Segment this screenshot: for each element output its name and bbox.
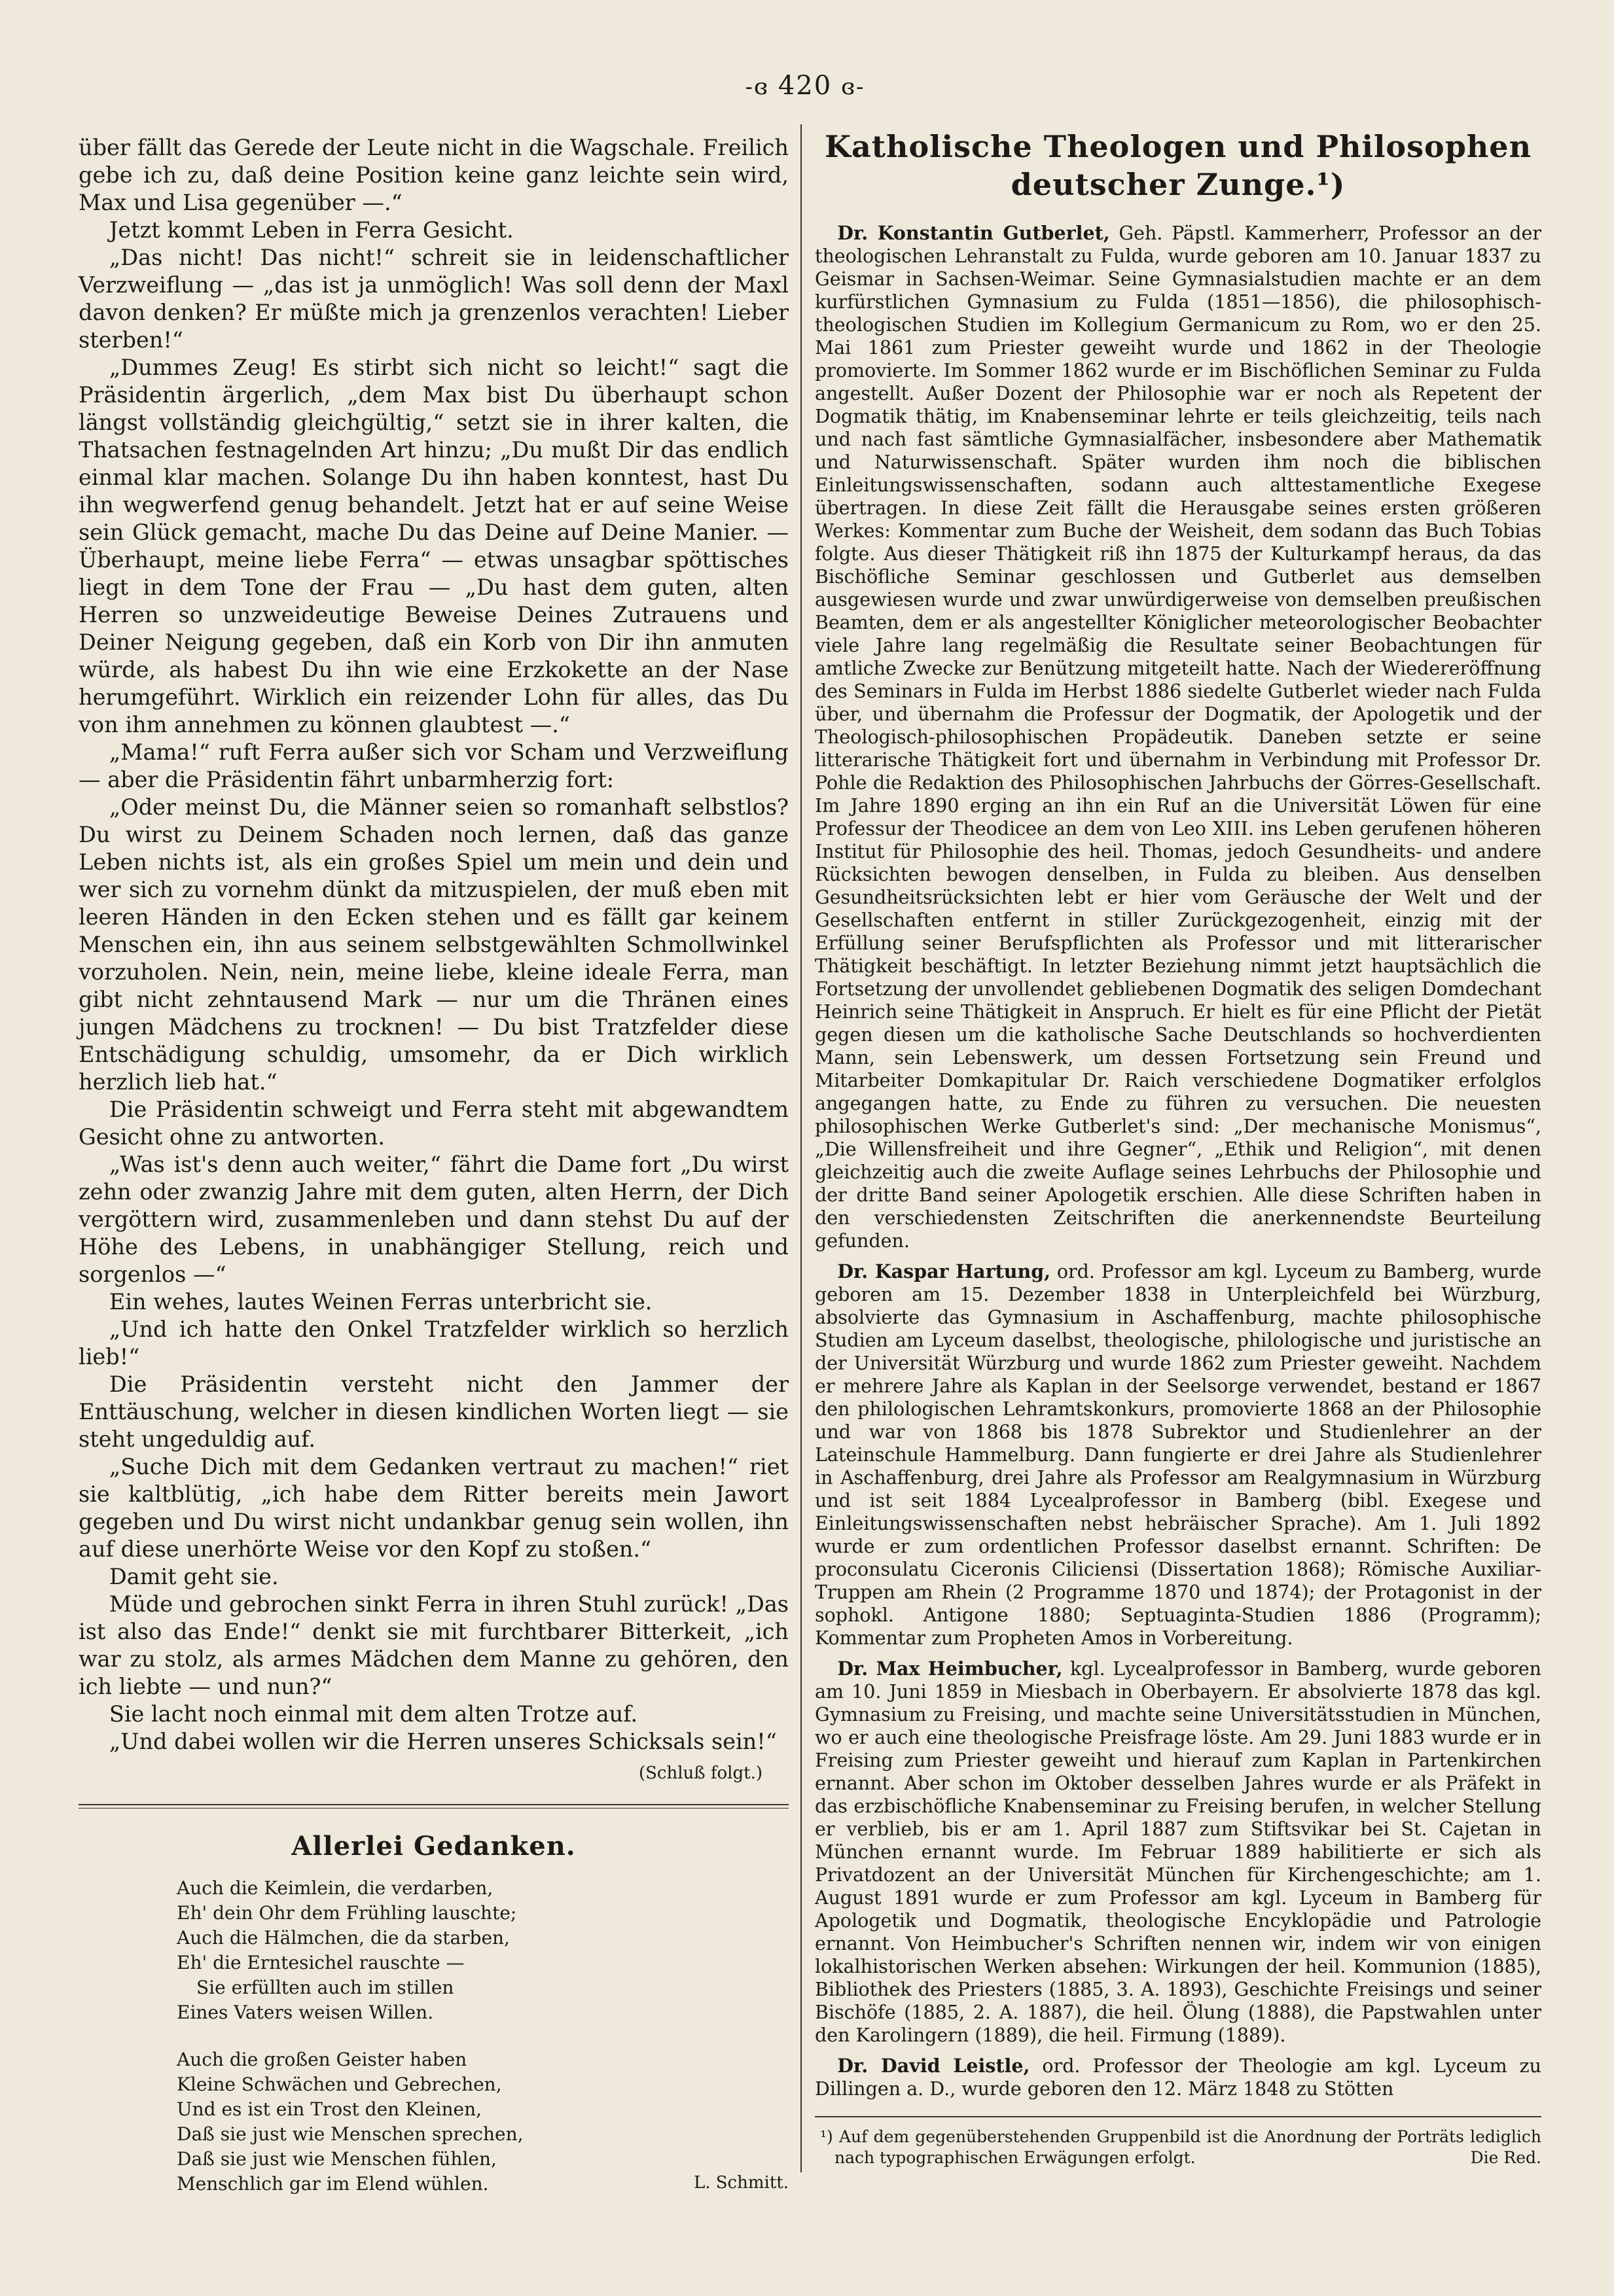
biography-text: ord. Professor am kgl. Lyceum zu Bamberg, wurde geboren am 15. Dezember 1838 in Unterpleichfeld bei Würzburg, absolvierte das Gymnasium in Aschaffenburg, machte philosophische Studien am Lyceum daselbst, theologische, philologische und juristische an der Universität Würzburg und wurde 1862 zum Priester geweiht. Nachdem er mehrere Jahre als Kaplan in der Seelsorge verwendet, bestand er 1867 den philologischen Lehramtskonkurs, promovierte 1868 an der Philosophie und war von 1868 bis 1878 Subrektor und Studienlehrer an der Lateinschule Hammelburg. Dann fungierte er drei Jahre als Studienlehrer in Aschaffenburg, drei Jahre als Professor am Realgymnasium in Würzburg und ist seit 1884 Lycealprofessor in Bamberg (bibl. Exegese und Einleitungswissenschaften nebst hebräischer Sprache). Am 1. Juli 1892 wurde er zum ordentlichen Professor daselbst ernannt. Schriften: De proconsulatu Ciceronis Ciliciensi (Dissertation 1868); Römische Auxiliar-Truppen am Rhein (2 Programme 1870 und 1874); der Protagonist in der sophokl. Antigone 1880; Septuaginta-Studien 1886 (Programm); Kommentar zum Propheten Amos in Vorbereitung. [815, 1261, 1541, 1649]
story-paragraph: „Und dabei wollen wir die Herren unseres Schicksals sein!“ [109, 1729, 777, 1754]
story-paragraph: Die Präsidentin versteht nicht den Jammer der Enttäuschung, welcher in diesen kindlichen Worten liegt — sie steht ungeduldig auf. [79, 1371, 789, 1452]
poem-line: Auch die Hälmchen, die da starben, [177, 1927, 510, 1949]
story-paragraph: Müde und gebrochen sinkt Ferra in ihren Stuhl zurück! „Das ist also das Ende!“ denkt sie mit furchtbarer Bitterkeit, „ich war zu stolz, als armes Mädchen dem Manne zu gehören, den ich liebte — und nun?“ [79, 1591, 789, 1699]
biography-entry [815, 222, 1541, 1252]
story-paragraph: „Was ist's denn auch weiter,“ fährt die Dame fort „Du wirst zehn oder zwanzig Jahre mit dem guten, alten Herrn, der Dich vergöttern wird, zusammenleben und dann stehst Du auf der Höhe des Lebens, in unabhängiger Stellung, reich und sorgenlos —“ [79, 1152, 789, 1287]
poem-author: L. Schmitt. [693, 2173, 789, 2193]
biography-text: Geh. Päpstl. Kammerherr, Professor an der theologischen Lehranstalt zu Fulda, wurde geboren am 10. Januar 1837 zu Geismar in Sachsen-Weimar. Seine Gymnasialstudien machte er an dem kurfürstlichen Gymnasium zu Fulda (1851—1856), die philosophisch-theologischen Studien im Kollegium Germanicum zu Rom, wo er den 25. Mai 1861 zum Priester geweiht wurde und 1862 in der Theologie promovierte. Im Sommer 1862 wurde er im Bischöflichen Seminar zu Fulda angestellt. Außer Dozent der Philosophie war er noch als Repetent der Dogmatik thätig, im Knabenseminar lehrte er teils gleichzeitig, teils nach und nach fast sämtliche Gymnasialfächer, insbesondere aber Mathematik und Naturwissenschaft. Später wurden ihm noch die biblischen Einleitungswissenschaften, sodann auch alttestamentliche Exegese übertragen. In diese Zeit fällt die Herausgabe seines ersten größeren Werkes: Kommentar zum Buche der Weisheit, dem sodann das Buch Tobias folgte. Aus dieser Thätigkeit riß ihn 1875 der Kulturkampf heraus, da das Bischöfliche Seminar geschlossen und Gutberlet aus demselben ausgewiesen wurde und zwar unwürdigerweise von demselben preußischen Beamten, dem er als angestellter Königlicher meteorologischer Beobachter viele Jahre lang regelmäßig die Resultate seiner Beobachtungen für amtliche Zwecke zur Benützung mitgeteilt hatte. Nach der Wiedereröffnung des Seminars in Fulda im Herbst 1886 siedelte Gutberlet wieder nach Fulda über, und übernahm die Professur der Dogmatik, der Apologetik und der Theologisch-philosophischen Propädeutik. Daneben setzte er seine litterarische Thätigkeit fort und übernahm in Verbindung mit Professor Dr. Pohle die Redaktion des Philosophischen Jahrbuchs der Görres-Gesellschaft. Im Jahre 1890 erging an ihn ein Ruf an die Universität Löwen für eine Professur der Theodicee an dem von Leo XIII. ins Leben gerufenen höheren Institut für Philosophie des heil. Thomas, jedoch Gesundheits- und andere Rücksichten bewogen denselben, in Fulda zu bleiben. Aus denselben Gesundheitsrücksichten lebt er hier vom Geräusche der Welt und der Gesellschaften entfernt in stiller Zurückgezogenheit, einzig mit der Erfüllung seiner Berufspflichten als Professor und mit litterarischer Thätigkeit beschäftigt. In letzter Beziehung nimmt jetzt hauptsächlich die Fortsetzung der unvollendet gebliebenen Dogmatik des seligen Domdechant Heinrich seine Thätigkeit in Anspruch. Er hielt es für eine Pflicht der Pietät gegen diesen um die katholische Sache Deutschlands so hochverdienten Mann, sein Lebenswerk, um dessen Fortsetzung sein Freund und Mitarbeiter Domkapitular Dr. Raich verschiedene Dogmatiker erfolglos angegangen hatte, zu Ende zu führen zu versuchen. Die neuesten philosophischen Werke Gutberlet's sind: „Der mechanische Monismus“, „Die Willensfreiheit und ihre Gegner“, „Ethik und Religion“, mit denen gleichzeitig auch die zweite Auflage seines Lehrbuchs der Philosophie und der dritte Band seiner Apologetik erschien. Alle diese Schriften haben in den verschiedensten Zeitschriften die anerkennendste Beurteilung gefunden. [815, 222, 1541, 1252]
page-number: 420 [778, 71, 833, 101]
story-paragraph: „Das nicht! Das nicht!“ schreit sie in leidenschaftlicher Verzweiflung — „das ist ja unmöglich! Was soll denn der Maxl davon denken? Er müßte mich ja grenzenlos verachten! Lieber sterben!“ [79, 245, 789, 353]
poem-line: Und es ist ein Trost den Kleinen, [177, 2098, 482, 2120]
biography-name: Dr. Konstantin Gutberlet, [837, 222, 1110, 244]
story-paragraph: „Und ich hatte den Onkel Tratzfelder wirklich so herzlich lieb!“ [79, 1316, 789, 1369]
footnote-text: ¹) Auf dem gegenüberstehenden Gruppenbild ist die Anordnung der Porträts lediglich nach typographischen Erwägungen erfolgt. [820, 2127, 1541, 2167]
poem-stanza [177, 1876, 789, 2025]
biography-text: ord. Professor der Theologie am kgl. Lyceum zu Dillingen a. D., wurde geboren den 12. März 1848 zu Stötten [815, 2055, 1542, 2100]
story-paragraph: „Suche Dich mit dem Gedanken vertraut zu machen!“ riet sie kaltblütig, „ich habe dem Ritter bereits mein Jawort gegeben und Du wirst nicht undankbar genug sein wollen, ihn auf diese unerhörte Weise vor den Kopf zu stoßen.“ [79, 1454, 789, 1562]
section-divider [79, 1804, 789, 1809]
poem-title: Allerlei Gedanken. [291, 1831, 576, 1862]
left-column [79, 134, 789, 2193]
poem-line: Auch die großen Geister haben [177, 2049, 467, 2070]
footnote-rule [815, 2116, 1541, 2117]
story-paragraph: über fällt das Gerede der Leute nicht in die Wagschale. Freilich gebe ich zu, daß deine Position keine ganz leichte sein wird, Max und Lisa gegenüber —.“ [79, 135, 789, 215]
story-paragraph: Sie lacht noch einmal mit dem alten Trotze auf. [109, 1701, 638, 1727]
biography-entry [815, 1657, 1541, 2047]
story-paragraph: Jetzt kommt Leben in Ferra Gesicht. [109, 217, 514, 243]
biography-entry [815, 1260, 1541, 1650]
ornament-right-icon: ɞ- [841, 74, 865, 100]
story-paragraph: „Dummes Zeug! Es stirbt sich nicht so leicht!“ sagt die Präsidentin ärgerlich, „dem Max bist Du überhaupt schon längst vollständig gleichgültig,“ setzt sie in ihrer kalten, die Thatsachen festnagelnden Art hinzu; „Du mußt Dir das endlich einmal klar machen. Solange Du ihn haben konntest, hast Du ihn wegwerfend genug behandelt. Jetzt hat er auf seine Weise sein Glück gemacht, mache Du das Deine auf Deine Manier. — Überhaupt, meine liebe Ferra“ — etwas unsagbar spöttisches liegt in dem Tone der Frau — „Du hast dem guten, alten Herren so unzweideutige Beweise Deines Zutrauens und Deiner Neigung gegeben, daß ein Korb von Dir ihn anmuten würde, als habest Du ihn wie eine Erzkokette an der Nase herumgeführt. Wirklich ein reizender Lohn für alles, das Du von ihm annehmen zu können glaubtest —.“ [79, 355, 789, 737]
poem-line: Sie erfüllten auch im stillen [196, 1977, 454, 1998]
story-paragraph: Die Präsidentin schweigt und Ferra steht mit abgewandtem Gesicht ohne zu antworten. [79, 1097, 789, 1150]
poem-line: Auch die Keimlein, die verdarben, [177, 1877, 493, 1899]
article-title: Katholische Theologen und Philosophen deutscher Zunge.¹) [824, 129, 1532, 202]
biography-name: Dr. David Leistle, [837, 2055, 1030, 2077]
story-paragraph: Ein wehes, lautes Weinen Ferras unterbricht sie. [109, 1289, 653, 1315]
footnote [815, 2127, 1541, 2168]
biography-entry [815, 2055, 1541, 2100]
story-paragraph: „Oder meinst Du, die Männer seien so romanhaft selbstlos? Du wirst zu Deinem Schaden noch lernen, daß das ganze Leben nichts ist, als ein großes Spiel um mein und dein und wer sich zu vornehm dünkt da mitzuspielen, der muß eben mit leeren Händen in den Ecken stehen und es fällt gar keinem Menschen ein, ihn aus seinem selbstgewählten Schmollwinkel vorzuholen. Nein, nein, meine liebe, kleine ideale Ferra, man gibt nicht zehntausend Mark — nur um die Thränen eines jungen Mädchens zu trocknen! — Du bist Tratzfelder diese Entschädigung schuldig, umsomehr, da er Dich wirklich herzlich lieb hat.“ [79, 794, 789, 1095]
poem-line: Daß sie just wie Menschen fühlen, [177, 2148, 497, 2170]
poem-line: Eh' dein Ohr dem Frühling lauschte; [177, 1902, 517, 1924]
poem-line: Eh' die Erntesichel rauschte — [177, 1952, 465, 1973]
poem-line: Daß sie just wie Menschen sprechen, [177, 2123, 524, 2145]
poem-line: Eines Vaters weisen Willen. [177, 2002, 434, 2023]
biography-name: Dr. Kaspar Hartung, [837, 1260, 1051, 1282]
story-paragraph: „Mama!“ ruft Ferra außer sich vor Scham und Verzweiflung — aber die Präsidentin fährt unbarmherzig fort: [79, 739, 789, 792]
poem-line: Kleine Schwächen und Gebrechen, [177, 2074, 502, 2095]
poem-line: Menschlich gar im Elend wühlen. [177, 2173, 489, 2195]
biography-text: kgl. Lycealprofessor in Bamberg, wurde geboren am 10. Juni 1859 in Miesbach in Oberbayern. Er absolvierte 1878 das kgl. Gymnasium zu Freising, und machte seine Universitätsstudien in München, wo er auch eine theologische Preisfrage löste. Am 29. Juni 1883 wurde er in Freising zum Priester geweiht und hierauf zum Kaplan in Partenkirchen ernannt. Aber schon im Oktober desselben Jahres wurde er als Präfekt in das erzbischöfliche Knabenseminar zu Freising berufen, in welcher Stellung er verblieb, bis er am 1. April 1887 zum Stiftsvikar bei St. Cajetan in München ernannt wurde. Im Februar 1889 habilitierte er sich als Privatdozent an der Universität München für Kirchengeschichte; am 1. August 1891 wurde er zum Professor am kgl. Lyceum in Bamberg für Apologetik und Dogmatik, theologische Encyklopädie und Patrologie ernannt. Von Heimbucher's Schriften nennen wir, indem wir von einigen lokalhistorischen Werken absehen: Wirkungen der heil. Kommunion (1885), Bibliothek des Priesters (1885, 3. A. 1893), Geschichte Freisings und seiner Bischöfe (1885, 2. A. 1887), die heil. Ölung (1888), die Papstwahlen unter den Karolingern (1889), die heil. Firmung (1889). [815, 1658, 1541, 2046]
page-number-header [707, 71, 903, 101]
footnote-signature: Die Red. [1470, 2148, 1541, 2167]
biography-name: Dr. Max Heimbucher, [837, 1657, 1063, 1680]
continued-note: (Schluß folgt.) [638, 1763, 762, 1783]
ornament-left-icon: -ɞ [745, 74, 769, 100]
column-divider [800, 124, 802, 2172]
right-column [815, 128, 1541, 2168]
story-paragraph: Damit geht sie. [109, 1564, 279, 1589]
